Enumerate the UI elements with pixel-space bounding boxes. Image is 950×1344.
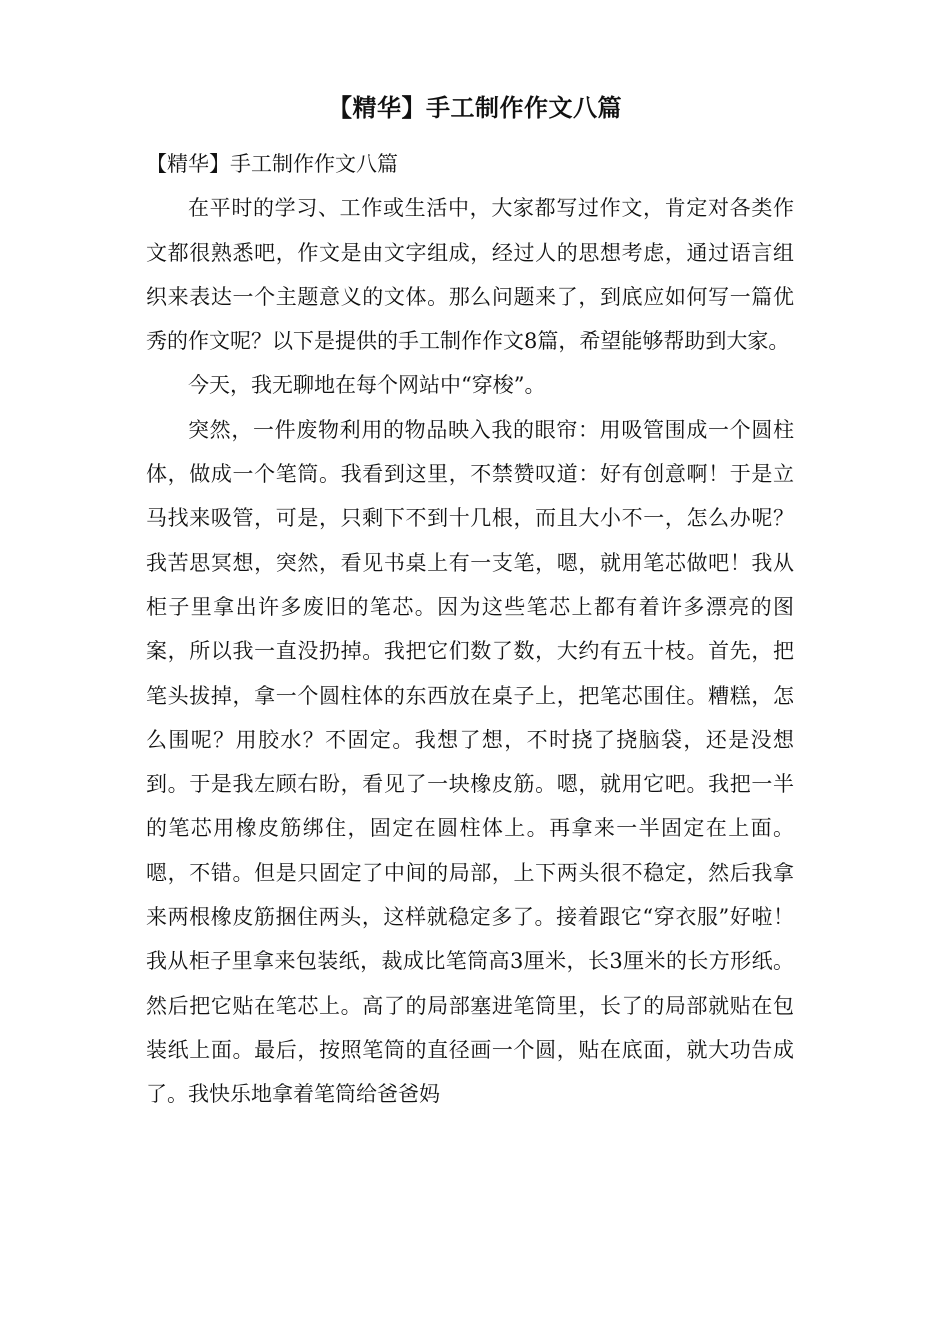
paragraph-intro: 在平时的学习、工作或生活中，大家都写过作文，肯定对各类作文都很熟悉吧，作文是由文字组成，经过人的思想考虑，通过语言组织来表达一个主题意义的文体。那么问题来了，到底应如何写一篇优秀的作文呢？以下是提供的手工制作作文8篇，希望能够帮助到大家。 (146, 196, 794, 354)
paragraph-today: 今天，我无聊地在每个网站中“穿梭”。 (188, 373, 546, 398)
document-subtitle: 【精华】手工制作作文八篇 (146, 152, 398, 176)
document-title: 【精华】手工制作作文八篇 (328, 94, 622, 122)
document-body (146, 142, 794, 1117)
paragraph-pen-holder: 突然，一件废物利用的物品映入我的眼帘：用吸管围成一个圆柱体，做成一个笔筒。我看到这里，不禁赞叹道：好有创意啊！于是立马找来吸管，可是，只剩下不到十几根，而且大小不一，怎么办呢？我苦思冥想，突然，看见书桌上有一支笔，嗯，就用笔芯做吧！我从柜子里拿出许多废旧的笔芯。因为这些笔芯上都有着许多漂亮的图案，所以我一直没扔掉。我把它们数了数，大约有五十枝。首先，把笔头拔掉，拿一个圆柱体的东西放在桌子上，把笔芯围住。糟糕，怎么围呢？用胶水？不固定。我想了想，不时挠了挠脑袋，还是没想到。于是我左顾右盼，看见了一块橡皮筋。嗯，就用它吧。我把一半的笔芯用橡皮筋绑住，固定在圆柱体上。再拿来一半固定在上面。嗯，不错。但是只固定了中间的局部，上下两头很不稳定，然后我拿来两根橡皮筋捆住两头，这样就稳定多了。接着跟它“穿衣服”好啦！我从柜子里拿来包装纸，裁成比笔筒高3厘米，长3厘米的长方形纸。然后把它贴在笔芯上。高了的局部塞进笔筒里，长了的局部就贴在包装纸上面。最后，按照笔筒的直径画一个圆，贴在底面，就大功告成了。我快乐地拿着笔筒给爸爸妈 (146, 417, 794, 1107)
